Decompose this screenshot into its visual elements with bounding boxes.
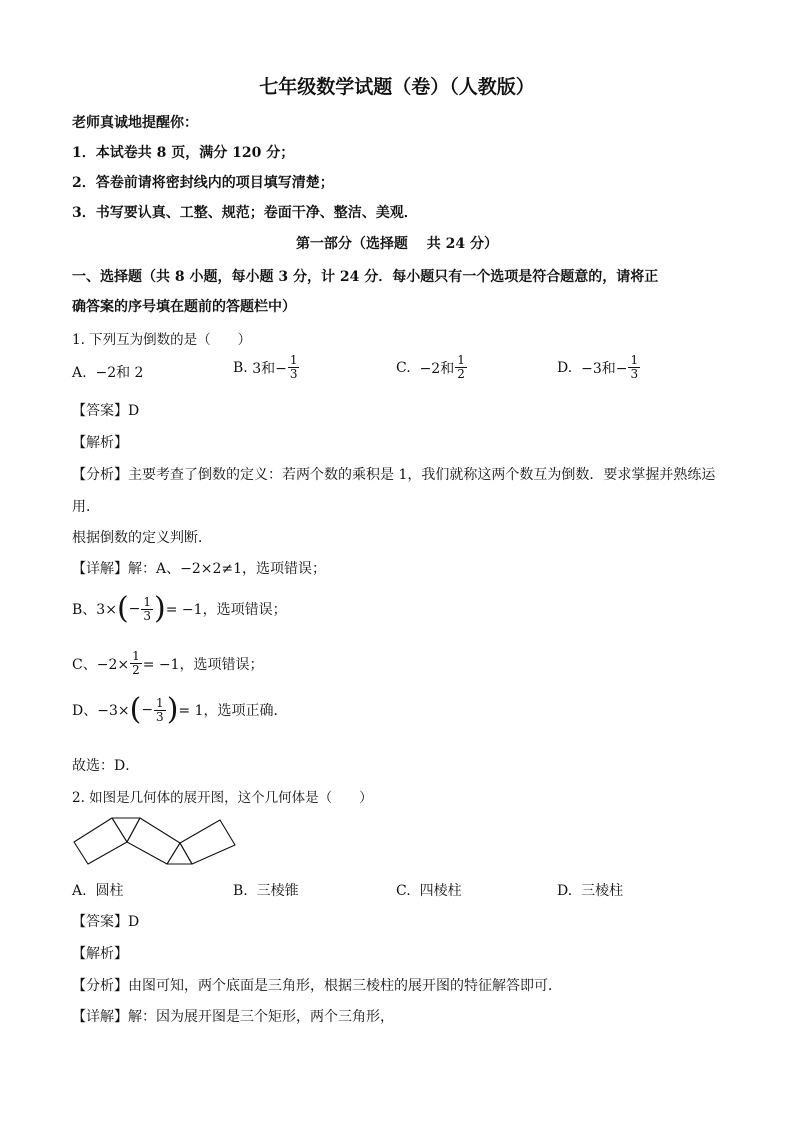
q2-stem: 2. 如图是几何体的展开图，这个几何体是（ ） [72,790,373,806]
net-triangle-top [112,818,140,842]
reminder-item-2: 2．答卷前请将密封线内的项目填写清楚； [72,175,334,191]
q2-option-a: A. 圆柱 [72,883,124,899]
q2-option-d: D. 三棱柱 [557,883,624,899]
q1-judge: 根据倒数的定义判断． [72,530,212,546]
part1-heading: 第一部分（选择题 共 24 分） [295,236,499,252]
q1-stem: 1. 下列互为倒数的是（ ） [72,332,252,348]
prism-net-figure [70,812,242,868]
reminder-heading: 老师真诚地提醒你： [72,115,198,131]
q2-detail: 【详解】解：因为展开图是三个矩形，两个三角形， [72,1009,394,1025]
q1-detail-b: B、3× ( − $\frac{1}{3}$ ) = −1，选项错误； [72,591,287,626]
q1-option-b: B. 3和− $\frac{1}{3}$ [233,353,298,381]
q1-option-d-fraction: $\frac{1}{3}$ [630,353,639,381]
section1-line2: 确答案的序号填在题前的答题栏中） [72,299,296,315]
q1-analysis-label: 【解析】 [72,435,128,451]
q2-analysis: 【分析】由图可知，两个底面是三角形，根据三棱柱的展开图的特征解答即可． [72,978,562,994]
net-triangle-bottom [167,843,192,864]
reminder-item-1: 1．本试卷共 8 页，满分 120 分； [72,145,295,161]
q2-option-b: B. 三棱锥 [233,883,299,899]
q1-analysis-line2: 用． [72,499,100,515]
q1-option-c-fraction: $\frac{1}{2}$ [457,353,465,381]
net-rectangle-right [180,820,235,864]
q1-option-c: C. −2和 $\frac{1}{2}$ [396,353,465,381]
q1-analysis-line1: 【分析】主要考查了倒数的定义：若两个数的乘积是 1，我们就称这两个数互为倒数．要求掌握并熟练运 [72,467,716,483]
net-rectangle-left [74,818,127,864]
q1-detail-d: D、−3× ( − $\frac{1}{3}$ ) = 1，选项正确． [72,692,288,727]
section1-line1: 一、选择题（共 8 小题，每小题 3 分，计 24 分．每小题只有一个选项是符合题意的，请将正 [72,269,659,285]
q2-analysis-label: 【解析】 [72,946,128,962]
q1-option-b-fraction: $\frac{1}{3}$ [289,353,298,381]
q1-detail-a: 【详解】解：A、−2×2≠1，选项错误； [72,561,327,577]
q1-answer: 【答案】D [72,403,140,419]
page-title: 七年级数学试题（卷）（人教版） [259,76,535,98]
q1-conclusion: 故选：D． [72,758,140,774]
net-rectangle-middle [127,818,180,864]
q2-answer: 【答案】D [72,914,140,930]
q2-option-c: C. 四棱柱 [396,883,462,899]
q1-option-a: A. −2和 2 [72,365,144,381]
q1-option-d: D. −3和− $\frac{1}{3}$ [557,353,639,381]
q1-detail-c: C、−2× $\frac{1}{2}$ = −1，选项错误； [72,649,264,677]
reminder-item-3: 3．书写要认真、工整、规范；卷面干净、整洁、美观． [72,205,418,221]
